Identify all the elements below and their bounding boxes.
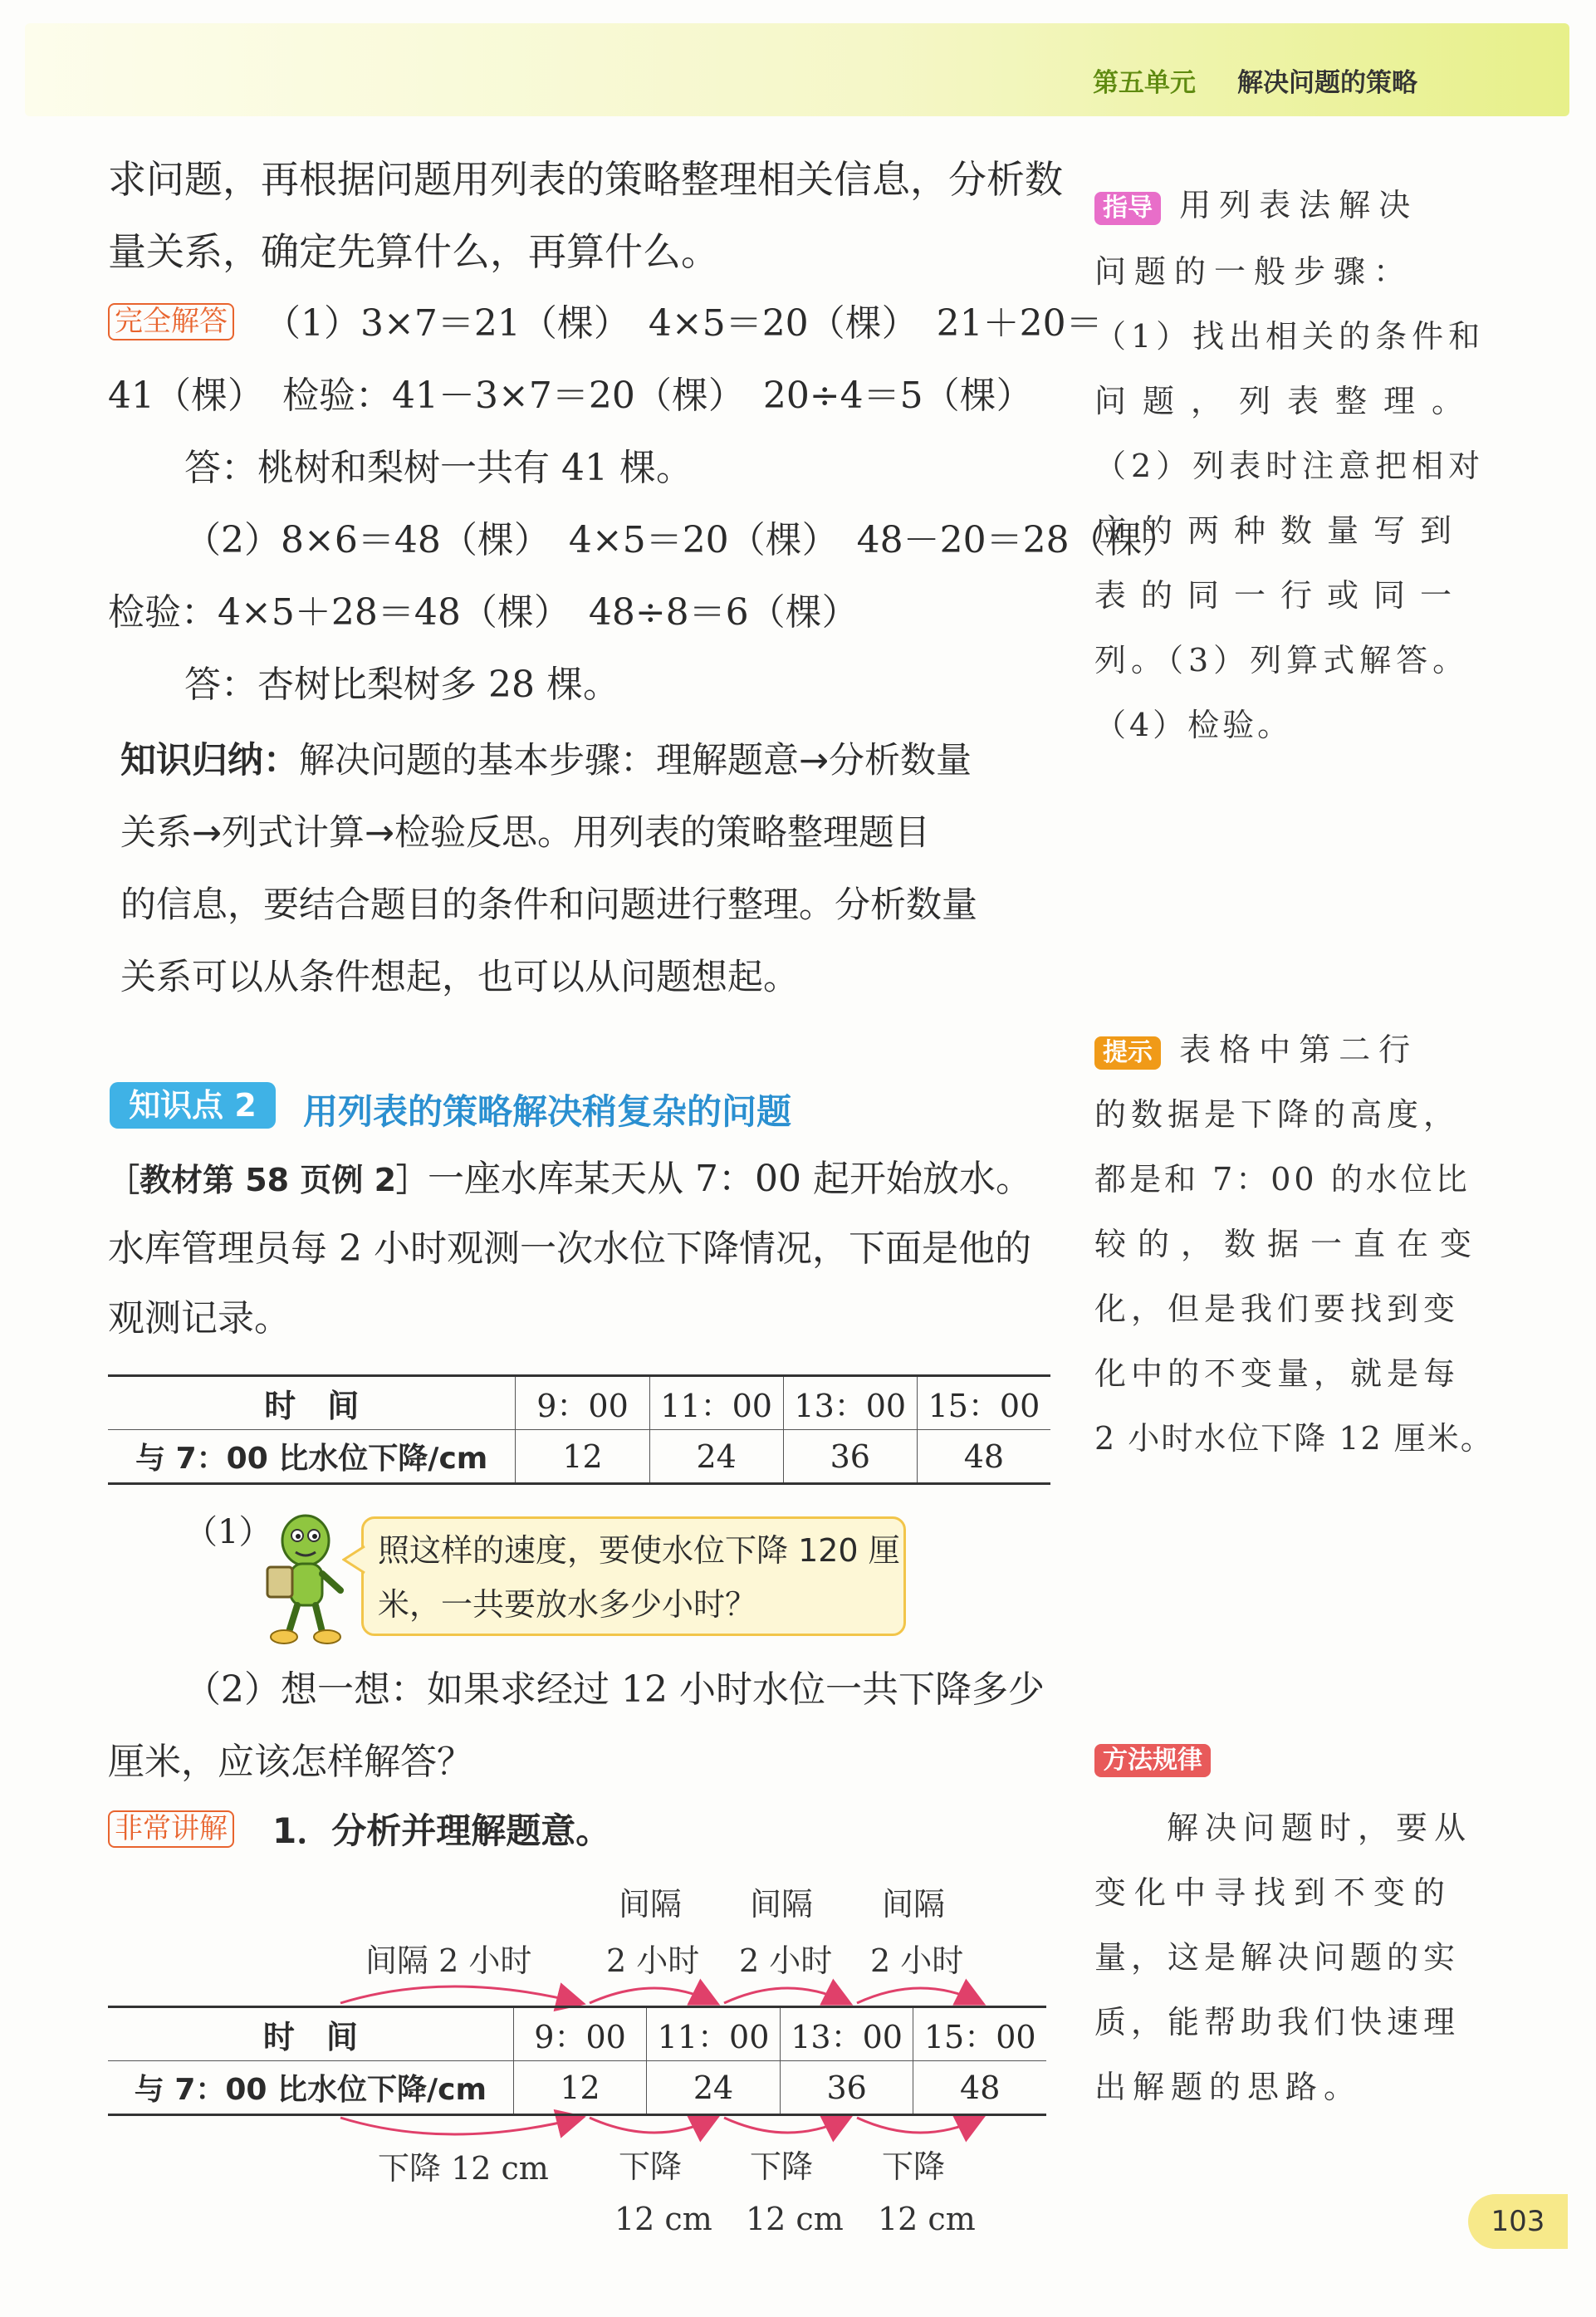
drop-amount: 12 cm: [878, 2201, 976, 2237]
guide-line-1: [1094, 189, 1418, 225]
interval-label-2h: 2 小时: [739, 1942, 833, 1979]
drop-cell: 12: [516, 1430, 649, 1484]
interval-label-top: 间隔: [619, 1886, 683, 1923]
drop-label-first: 下降 12 cm: [378, 2150, 549, 2187]
question-2-line-2: 厘米，应该怎样解答？: [108, 1741, 473, 1783]
method-tag-label: 方法规律: [1094, 1744, 1211, 1777]
time-cell: 9：00: [513, 2007, 646, 2061]
guide-tag-label: 指导: [1103, 193, 1153, 223]
answer-line-5: 检验：4×5＋28＝48（棵） 48÷8＝6（棵）: [108, 591, 859, 634]
knowledge-point-title: 用列表的策略解决稍复杂的问题: [303, 1091, 792, 1132]
page-number: 103: [1468, 2194, 1568, 2249]
example-line-3: 观测记录。: [108, 1297, 291, 1340]
method-line: 变化中寻找到不变的: [1094, 1874, 1454, 1911]
interval-label-2h: 2 小时: [870, 1942, 964, 1979]
method-line: 质，能帮助我们快速理: [1094, 2004, 1461, 2040]
time-cell: 11：00: [649, 1376, 783, 1430]
table-row: [108, 2061, 1046, 2115]
tip-line: 2 小时水位下降 12 厘米。: [1094, 1420, 1494, 1457]
example-line-2: 水库管理员每 2 小时观测一次水位下降情况，下面是他的: [108, 1227, 1031, 1270]
guide-line: 问题的一般步骤：: [1094, 253, 1414, 290]
drop-cell: 24: [649, 1430, 783, 1484]
drop-label-word: 下降: [750, 2148, 814, 2185]
summary-line-3: 的信息，要结合题目的条件和问题进行整理。分析数量: [120, 884, 977, 926]
bubble-line-2: 米，一共要放水多少小时？: [378, 1586, 757, 1623]
example-text-1: 一座水库某天从 7：00 起开始放水。: [428, 1158, 1032, 1200]
drop-cell: 48: [963, 1438, 1005, 1475]
drop-label-word: 下降: [882, 2148, 946, 2185]
summary-line-4: 关系可以从条件想起，也可以从问题想起。: [120, 957, 799, 998]
explain-title: 1．分析并理解题意。: [272, 1810, 611, 1851]
summary-text-1: 解决问题的基本步骤：理解题意→分析数量: [299, 740, 972, 781]
interval-label-2h: 2 小时: [606, 1942, 700, 1979]
tip-text-1: 表格中第二行: [1179, 1031, 1419, 1068]
guide-line: （1）找出相关的条件和: [1094, 318, 1486, 355]
guide-text-1: 用列表法解决: [1179, 187, 1419, 223]
tip-line: 化，但是我们要找到变: [1094, 1291, 1461, 1327]
guide-tag: [1094, 192, 1161, 225]
explain-tag-label: 非常讲解: [108, 1810, 234, 1848]
bubble-line-1: 照这样的速度，要使水位下降 120 厘: [378, 1532, 900, 1569]
interval-label-top: 间隔: [750, 1886, 814, 1923]
drop-cell: 24: [647, 2061, 781, 2115]
analysis-table: [108, 2006, 1046, 2116]
answer-tag-label: 完全解答: [108, 303, 234, 340]
drop-cell: 36: [783, 1430, 917, 1484]
method-line: 量，这是解决问题的实: [1094, 1939, 1461, 1976]
unit-label: 第五单元: [1093, 68, 1196, 98]
drop-header: 与 7：00 比水位下降/cm: [108, 2061, 513, 2115]
intro-line-1: 求问题，再根据问题用列表的策略整理相关信息，分析数: [108, 157, 1063, 202]
guide-line: 应的两种数量写到: [1094, 512, 1467, 549]
interval-label-first: 间隔 2 小时: [365, 1942, 532, 1979]
guide-line: （4）检验。: [1094, 707, 1293, 743]
time-cell: 11：00: [647, 2007, 781, 2061]
drop-label-word: 下降: [619, 2148, 683, 2185]
time-cell: 15：00: [923, 2019, 1036, 2055]
summary-line-2: 关系→列式计算→检验反思。用列表的策略整理题目: [120, 812, 931, 854]
answer-line-3: 答：桃树和梨树一共有 41 棵。: [184, 447, 693, 489]
answer-line-4: （2）8×6＝48（棵） 4×5＝20（棵） 48－20＝28（棵）: [184, 519, 1179, 561]
drop-cell: 12: [513, 2061, 646, 2115]
drop-header: 与 7：00 比水位下降/cm: [108, 1430, 516, 1484]
interval-label-top: 间隔: [882, 1886, 946, 1923]
time-header: 时 间: [108, 2007, 513, 2061]
tip-line-1: [1094, 1031, 1419, 1070]
answer-line-6: 答：杏树比梨树多 28 棵。: [184, 664, 619, 706]
time-cell: 15：00: [928, 1388, 1040, 1424]
time-cell: 13：00: [780, 2007, 913, 2061]
tip-line: 化中的不变量，就是每: [1094, 1355, 1461, 1392]
summary-label: 知识归纳：: [120, 740, 299, 781]
drop-amount: 12 cm: [614, 2201, 712, 2237]
time-cell: 9：00: [516, 1376, 649, 1430]
time-header: 时 间: [108, 1376, 516, 1430]
guide-line: （2）列表时注意把相对: [1094, 448, 1486, 484]
tip-line: 的数据是下降的高度，: [1094, 1096, 1461, 1133]
time-cell: 13：00: [783, 1376, 917, 1430]
answer-line-2: 41（棵） 检验：41－3×7＝20（棵） 20÷4＝5（棵）: [108, 375, 1033, 417]
tip-line: 都是和 7：00 的水位比: [1094, 1161, 1471, 1198]
drop-cell: 36: [780, 2061, 913, 2115]
tip-tag-label: 提示: [1103, 1038, 1153, 1067]
unit-title: 解决问题的策略: [1237, 68, 1417, 98]
question-1-number: （1）: [184, 1513, 272, 1551]
drop-amount: 12 cm: [746, 2201, 844, 2237]
guide-line: 问题，列表整理。: [1094, 383, 1481, 419]
method-tag: [1094, 1744, 1211, 1777]
drop-cell: 48: [960, 2069, 1001, 2106]
knowledge-point-badge: 知识点 2: [110, 1082, 276, 1129]
guide-line: 表的同一行或同一: [1094, 577, 1467, 614]
intro-line-2: 量关系，确定先算什么，再算什么。: [108, 229, 719, 274]
tip-tag: [1094, 1036, 1161, 1070]
method-line: 解决问题时，要从: [1167, 1810, 1473, 1846]
question-2-line-1: （2）想一想：如果求经过 12 小时水位一共下降多少: [184, 1668, 1045, 1711]
example-reference: ［教材第 58 页例 2］: [108, 1162, 428, 1198]
guide-line: 列。（3）列算式解答。: [1094, 642, 1470, 678]
method-line: 出解题的思路。: [1094, 2069, 1363, 2105]
answer-line-1: （1）3×7＝21（棵） 4×5＝20（棵） 21＋20＝: [264, 302, 1103, 345]
table-row: [108, 2007, 1046, 2061]
tip-line: 较的，数据一直在变: [1094, 1226, 1484, 1262]
